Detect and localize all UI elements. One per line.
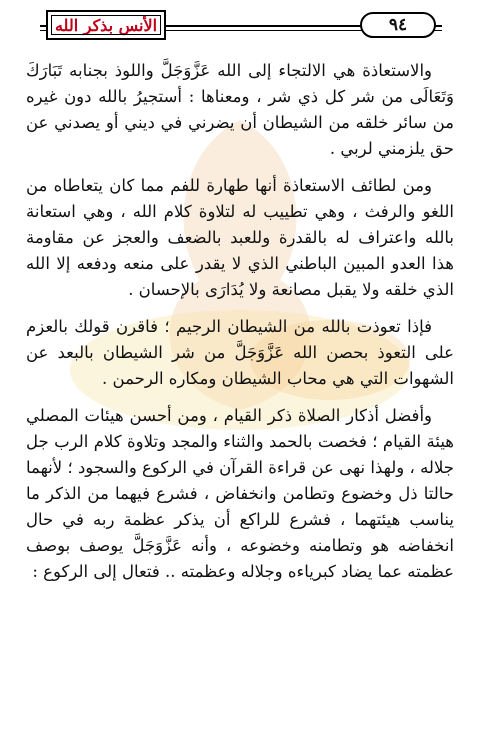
paragraph: فإذا تعوذت بالله من الشيطان الرجيم ؛ فاقرن قولك بالعزم على التعوذ بحصن الله عَزَّوَجَلَّ من شر الشيطان بالبعد عن الشهوات التي هي محاب الشيطان ومكاره الرحمن . <box>26 317 454 388</box>
paragraph: ومن لطائف الاستعاذة أنها طهارة للفم مما كان يتعاطاه من اللغو والرفث ، وهي تطييب له لتلاوة كلام الله ، وهي استعانة بالله واعتراف له بالقدرة وللعبد بالضعف والعجز عن مقاومة هذا العدو المبين الباطني الذي لا يقدر على منعه ودفعه إلا الله الذي خلقه ولا يقبل مصانعة ولا يُدَارَى بالإحسان . <box>26 176 454 299</box>
page-number: ٩٤ <box>388 15 408 35</box>
page-body <box>26 58 454 596</box>
book-title: الأنس بذكر الله <box>54 15 158 35</box>
page-number-box <box>360 12 436 38</box>
page-header <box>40 6 442 46</box>
paragraph: والاستعاذة هي الالتجاء إلى الله عَزَّوَجَلَّ واللوذ بجنابه تَبَارَكَ وَتَعَالَى من شر كل ذي شر ، ومعناها : أستجيرُ بالله دون غيره من سائر خلقه من الشيطان أن يضرني في ديني أو يصدني عن حق يلزمني لربي . <box>26 61 454 158</box>
paragraph: وأفضل أذكار الصلاة ذكر القيام ، ومن أحسن هيئات المصلي هيئة القيام ؛ فخصت بالحمد والثناء والمجد وتلاوة كلام الرب جل جلاله ، ولهذا نهى عن قراءة القرآن في الركوع والسجود ؛ لأنهما حالتا ذل وخضوع وتطامن وانخفاض ، فشرع فيهما من الذكر ما يناسب هيئتهما ، فشرع للراكع أن يذكر عظمة ربه في حال انخفاضه هو وتطامنه وخضوعه ، وأنه عَزَّوَجَلَّ يوصف بوصف عظمته عما يضاد كبرياءه وجلاله وعظمته .. فتعال إلى الركوع : <box>26 406 454 581</box>
book-title-box <box>46 10 166 40</box>
